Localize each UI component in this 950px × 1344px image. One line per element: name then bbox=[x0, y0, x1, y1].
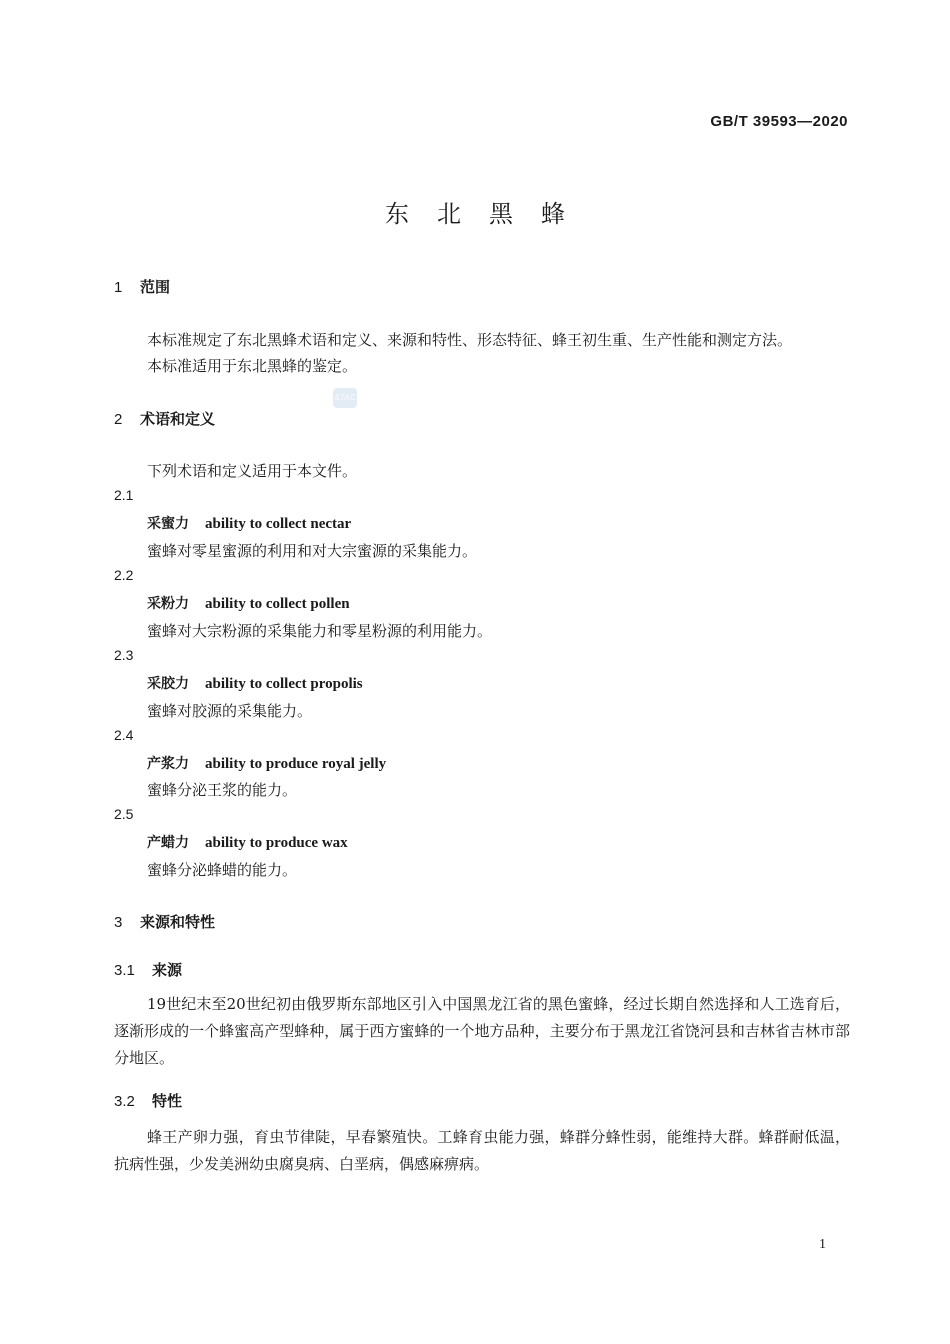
term-entry bbox=[147, 593, 350, 613]
term-zh: 采粉力 bbox=[147, 596, 189, 612]
term-number: 2.4 bbox=[114, 727, 134, 743]
term-en: ability to produce royal jelly bbox=[205, 756, 387, 772]
scope-paragraph-2: 本标准适用于东北黑蜂的鉴定。 bbox=[147, 357, 358, 375]
term-en: ability to collect nectar bbox=[205, 516, 352, 532]
term-definition: 蜜蜂分泌蜂蜡的能力。 bbox=[147, 861, 298, 879]
subsection-number: 3.2 bbox=[114, 1093, 135, 1110]
subsection-3-1-heading bbox=[114, 959, 182, 980]
term-en: ability to produce wax bbox=[205, 835, 348, 851]
section-number: 1 bbox=[114, 279, 123, 296]
section-number: 2 bbox=[114, 411, 123, 428]
term-zh: 采胶力 bbox=[147, 676, 189, 692]
term-zh: 产浆力 bbox=[147, 756, 189, 772]
term-entry bbox=[147, 832, 348, 852]
watermark-logo: STAC bbox=[333, 388, 357, 408]
standard-code: GB/T 39593—2020 bbox=[710, 113, 848, 130]
characteristics-paragraph: 蜂王产卵力强，育虫节律陡，早春繁殖快。工蜂育虫能力强，蜂群分蜂性弱，能维持大群。蜂群耐低温，抗病性强，少发美洲幼虫腐臭病、白垩病，偶感麻痹病。 bbox=[114, 1128, 850, 1173]
term-entry bbox=[147, 753, 386, 773]
term-definition: 蜜蜂分泌王浆的能力。 bbox=[147, 781, 298, 799]
section-number: 3 bbox=[114, 914, 123, 931]
section-1-heading bbox=[114, 276, 170, 297]
page-number: 1 bbox=[819, 1237, 826, 1252]
terms-intro: 下列术语和定义适用于本文件。 bbox=[147, 462, 358, 480]
term-zh: 采蜜力 bbox=[147, 516, 189, 532]
term-number: 2.1 bbox=[114, 487, 134, 503]
subsection-3-2-heading bbox=[114, 1090, 182, 1111]
subsection-title: 特性 bbox=[152, 1093, 183, 1110]
term-zh: 产蜡力 bbox=[147, 835, 189, 851]
section-title: 术语和定义 bbox=[140, 411, 216, 428]
term-entry bbox=[147, 513, 351, 533]
document-title: 东北黑蜂 bbox=[385, 200, 593, 228]
subsection-number: 3.1 bbox=[114, 962, 135, 979]
term-en: ability to collect propolis bbox=[205, 676, 363, 692]
section-3-heading bbox=[114, 911, 215, 932]
term-definition: 蜜蜂对零星蜜源的利用和对大宗蜜源的采集能力。 bbox=[147, 542, 478, 560]
term-number: 2.3 bbox=[114, 647, 134, 663]
term-number: 2.2 bbox=[114, 567, 134, 583]
term-definition: 蜜蜂对大宗粉源的采集能力和零星粉源的利用能力。 bbox=[147, 622, 493, 640]
term-entry bbox=[147, 673, 363, 693]
origin-paragraph: 19世纪末至20世纪初由俄罗斯东部地区引入中国黑龙江省的黑色蜜蜂，经过长期自然选择和人工选育后，逐渐形成的一个蜂蜜高产型蜂种，属于西方蜜蜂的一个地方品种，主要分布于黑龙江省饶河县和吉林省吉林市部分地区。 bbox=[114, 995, 850, 1067]
section-title: 范围 bbox=[140, 279, 171, 296]
term-number: 2.5 bbox=[114, 806, 134, 822]
section-title: 来源和特性 bbox=[140, 914, 216, 931]
term-en: ability to collect pollen bbox=[205, 596, 350, 612]
subsection-title: 来源 bbox=[152, 962, 183, 979]
term-definition: 蜜蜂对胶源的采集能力。 bbox=[147, 702, 313, 720]
section-2-heading bbox=[114, 408, 215, 429]
scope-paragraph-1: 本标准规定了东北黑蜂术语和定义、来源和特性、形态特征、蜂王初生重、生产性能和测定方法。 bbox=[147, 331, 793, 349]
